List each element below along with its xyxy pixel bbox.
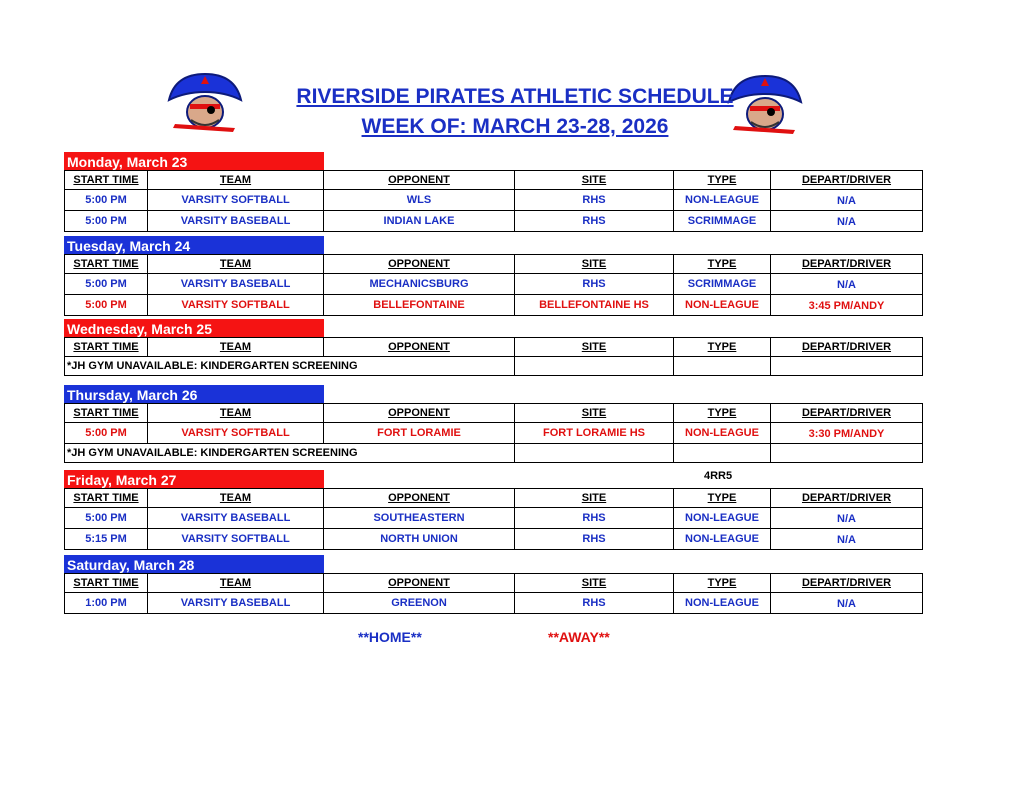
schedule-title: RIVERSIDE PIRATES ATHLETIC SCHEDULE: [296, 85, 734, 108]
friday-note: 4RR5: [704, 470, 733, 482]
cell-opponent: WLS: [324, 190, 515, 211]
empty-cell: [674, 444, 771, 463]
empty-cell: [515, 444, 674, 463]
cell-opponent: BELLEFONTAINE: [324, 295, 515, 316]
col-start-time: START TIME: [65, 574, 148, 593]
cell-time: 5:00 PM: [65, 423, 148, 444]
cell-site: RHS: [515, 529, 674, 550]
col-depart-driver: DEPART/DRIVER: [771, 255, 923, 274]
col-team: TEAM: [148, 574, 324, 593]
day-block-monday: [64, 152, 922, 232]
header-row: [65, 171, 923, 190]
cell-driver: N/A: [771, 190, 923, 211]
col-team: TEAM: [148, 489, 324, 508]
cell-driver: N/A: [771, 529, 923, 550]
cell-site: BELLEFONTAINE HS: [515, 295, 674, 316]
cell-time: 5:15 PM: [65, 529, 148, 550]
col-type: TYPE: [674, 338, 771, 357]
day-block-saturday: [64, 555, 922, 614]
col-opponent: OPPONENT: [324, 171, 515, 190]
cell-type: NON-LEAGUE: [674, 593, 771, 614]
cell-site: RHS: [515, 593, 674, 614]
empty-cell: [515, 357, 674, 376]
cell-driver: 3:45 PM/ANDY: [771, 295, 923, 316]
col-start-time: START TIME: [65, 338, 148, 357]
schedule-table: [64, 337, 923, 376]
day-block-wednesday: [64, 319, 922, 376]
cell-team: VARSITY SOFTBALL: [148, 529, 324, 550]
cell-team: VARSITY BASEBALL: [148, 274, 324, 295]
cell-site: FORT LORAMIE HS: [515, 423, 674, 444]
schedule-table: [64, 170, 923, 232]
cell-site: RHS: [515, 274, 674, 295]
note-row: [65, 357, 923, 376]
col-opponent: OPPONENT: [324, 338, 515, 357]
col-team: TEAM: [148, 404, 324, 423]
header-row: [65, 489, 923, 508]
cell-time: 5:00 PM: [65, 211, 148, 232]
col-team: TEAM: [148, 338, 324, 357]
header-row: [65, 574, 923, 593]
cell-driver: N/A: [771, 274, 923, 295]
day-block-tuesday: [64, 236, 922, 316]
cell-driver: N/A: [771, 593, 923, 614]
cell-time: 5:00 PM: [65, 190, 148, 211]
cell-team: VARSITY BASEBALL: [148, 593, 324, 614]
col-site: SITE: [515, 255, 674, 274]
day-header: Wednesday, March 25: [64, 319, 324, 337]
col-type: TYPE: [674, 404, 771, 423]
day-block-thursday: [64, 385, 922, 463]
cell-time: 5:00 PM: [65, 295, 148, 316]
cell-team: VARSITY SOFTBALL: [148, 190, 324, 211]
schedule-table: [64, 403, 923, 463]
cell-team: VARSITY SOFTBALL: [148, 295, 324, 316]
empty-cell: [674, 357, 771, 376]
table-row: [65, 211, 923, 232]
cell-time: 1:00 PM: [65, 593, 148, 614]
col-site: SITE: [515, 489, 674, 508]
col-type: TYPE: [674, 255, 771, 274]
cell-driver: 3:30 PM/ANDY: [771, 423, 923, 444]
col-start-time: START TIME: [65, 404, 148, 423]
cell-time: 5:00 PM: [65, 508, 148, 529]
schedule-table: [64, 254, 923, 316]
cell-opponent: MECHANICSBURG: [324, 274, 515, 295]
col-team: TEAM: [148, 255, 324, 274]
cell-site: RHS: [515, 211, 674, 232]
schedule-table: [64, 488, 923, 550]
day-header: Saturday, March 28: [64, 555, 324, 573]
cell-opponent: NORTH UNION: [324, 529, 515, 550]
col-start-time: START TIME: [65, 255, 148, 274]
day-header: Monday, March 23: [64, 152, 324, 170]
cell-driver: N/A: [771, 508, 923, 529]
col-opponent: OPPONENT: [324, 404, 515, 423]
col-start-time: START TIME: [65, 489, 148, 508]
table-row: [65, 593, 923, 614]
col-depart-driver: DEPART/DRIVER: [771, 171, 923, 190]
schedule-table: [64, 573, 923, 614]
cell-time: 5:00 PM: [65, 274, 148, 295]
table-row: [65, 508, 923, 529]
header-row: [65, 404, 923, 423]
header-row: [65, 255, 923, 274]
table-row: [65, 423, 923, 444]
table-row: [65, 295, 923, 316]
cell-opponent: GREENON: [324, 593, 515, 614]
day-header: Friday, March 27: [64, 470, 324, 488]
legend-away: **AWAY**: [548, 629, 610, 645]
col-type: TYPE: [674, 574, 771, 593]
col-opponent: OPPONENT: [324, 255, 515, 274]
cell-team: VARSITY SOFTBALL: [148, 423, 324, 444]
col-depart-driver: DEPART/DRIVER: [771, 489, 923, 508]
note-cell: *JH GYM UNAVAILABLE: KINDERGARTEN SCREENING: [65, 357, 515, 376]
cell-type: NON-LEAGUE: [674, 190, 771, 211]
week-title: WEEK OF: MARCH 23-28, 2026: [361, 115, 669, 138]
cell-opponent: INDIAN LAKE: [324, 211, 515, 232]
col-depart-driver: DEPART/DRIVER: [771, 404, 923, 423]
cell-type: NON-LEAGUE: [674, 529, 771, 550]
cell-team: VARSITY BASEBALL: [148, 508, 324, 529]
table-row: [65, 274, 923, 295]
pirate-logo-left: [165, 70, 245, 138]
cell-opponent: SOUTHEASTERN: [324, 508, 515, 529]
col-site: SITE: [515, 574, 674, 593]
cell-type: NON-LEAGUE: [674, 295, 771, 316]
day-header: Thursday, March 26: [64, 385, 324, 403]
col-start-time: START TIME: [65, 171, 148, 190]
cell-driver: N/A: [771, 211, 923, 232]
cell-type: SCRIMMAGE: [674, 274, 771, 295]
note-row: [65, 444, 923, 463]
note-cell: *JH GYM UNAVAILABLE: KINDERGARTEN SCREENING: [65, 444, 515, 463]
cell-site: RHS: [515, 190, 674, 211]
col-opponent: OPPONENT: [324, 574, 515, 593]
col-type: TYPE: [674, 489, 771, 508]
col-opponent: OPPONENT: [324, 489, 515, 508]
cell-type: NON-LEAGUE: [674, 508, 771, 529]
col-depart-driver: DEPART/DRIVER: [771, 574, 923, 593]
empty-cell: [771, 444, 923, 463]
col-site: SITE: [515, 338, 674, 357]
table-row: [65, 190, 923, 211]
cell-type: NON-LEAGUE: [674, 423, 771, 444]
table-row: [65, 529, 923, 550]
cell-type: SCRIMMAGE: [674, 211, 771, 232]
cell-opponent: FORT LORAMIE: [324, 423, 515, 444]
cell-team: VARSITY BASEBALL: [148, 211, 324, 232]
col-type: TYPE: [674, 171, 771, 190]
legend-home: **HOME**: [358, 629, 422, 645]
header-row: [65, 338, 923, 357]
col-depart-driver: DEPART/DRIVER: [771, 338, 923, 357]
col-site: SITE: [515, 404, 674, 423]
cell-site: RHS: [515, 508, 674, 529]
day-block-friday: [64, 470, 922, 550]
col-team: TEAM: [148, 171, 324, 190]
day-header: Tuesday, March 24: [64, 236, 324, 254]
empty-cell: [771, 357, 923, 376]
col-site: SITE: [515, 171, 674, 190]
